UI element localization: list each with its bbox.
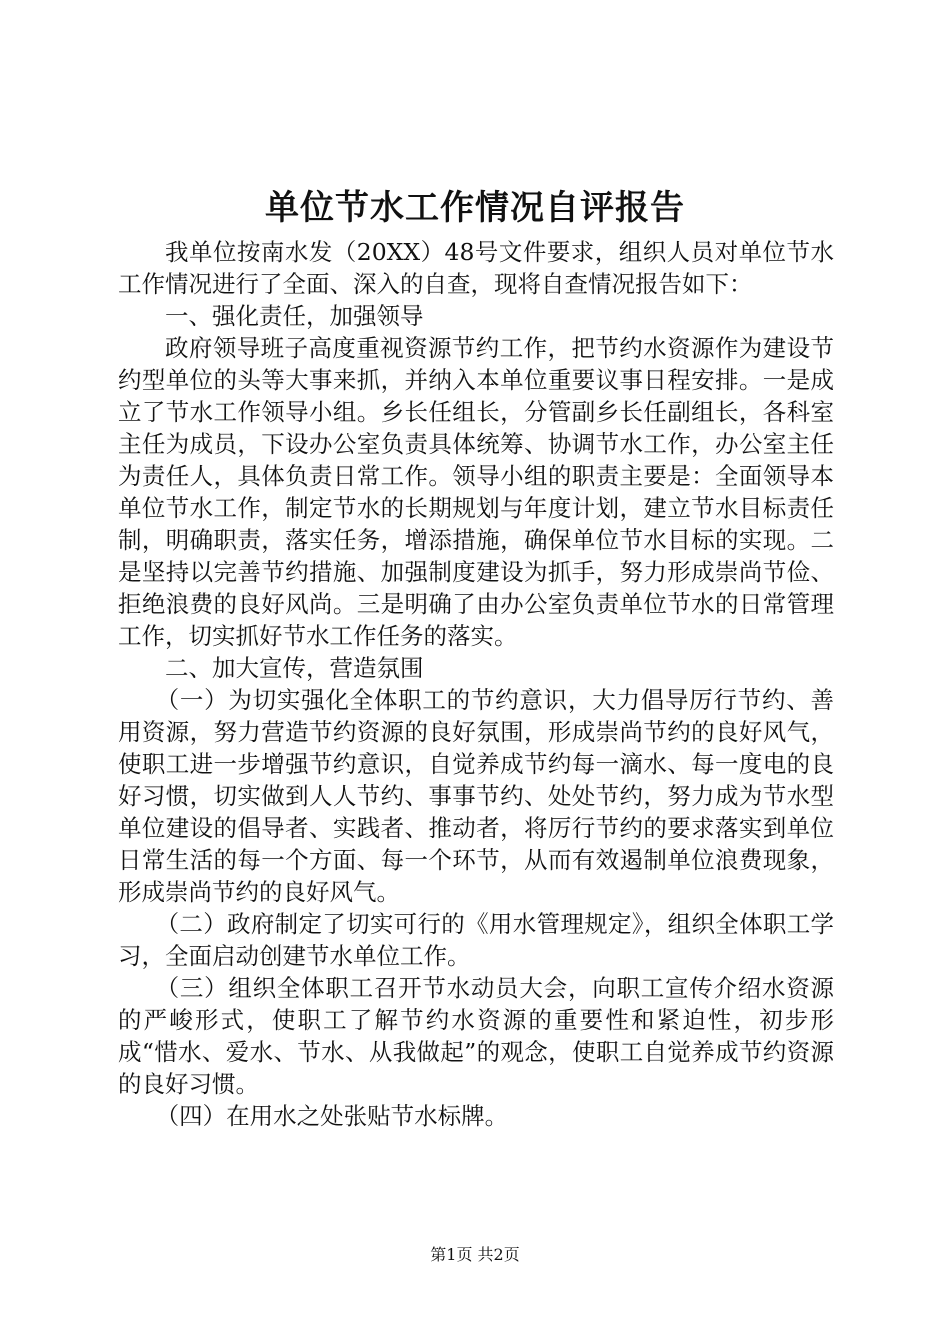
document-title: 单位节水工作情况自评报告 [265, 188, 685, 228]
section-heading-1: 一、强化责任，加强领导 [165, 302, 424, 330]
item-1-paragraph: （一）为切实强化全体职工的节约意识，大力倡导厉行节约、善用资源，努力营造节约资源的良好氛围，形成崇尚节约的良好风气，使职工进一步增强节约意识，自觉养成节约每一滴水、每一度电的良好习惯，切实做到人人节约、事事节约、处处节约，努力成为节水型单位建设的倡导者、实践者、推动者，将厉行节约的要求落实到单位日常生活的每一个方面、每一个环节，从而有效遏制单位浪费现象，形成崇尚节约的良好风气。 [118, 686, 834, 906]
item-2-paragraph: （二）政府制定了切实可行的《用水管理规定》，组织全体职工学习，全面启动创建节水单位工作。 [118, 910, 834, 970]
section-heading-2: 二、加大宣传，营造氛围 [165, 654, 424, 682]
document-body [118, 236, 834, 1132]
item-3-paragraph: （三）组织全体职工召开节水动员大会，向职工宣传介绍水资源的严峻形式，使职工了解节约水资源的重要性和紧迫性，初步形成“惜水、爱水、节水、从我做起”的观念，使职工自觉养成节约资源的良好习惯。 [118, 974, 834, 1098]
item-4-paragraph: （四）在用水之处张贴节水标牌。 [155, 1102, 509, 1130]
intro-paragraph: 我单位按南水发（20XX）48号文件要求，组织人员对单位节水工作情况进行了全面、深入的自查，现将自查情况报告如下： [118, 238, 834, 298]
page-footer: 第1页 共2页 [430, 1245, 520, 1264]
section-1-paragraph: 政府领导班子高度重视资源节约工作，把节约水资源作为建设节约型单位的头等大事来抓，并纳入本单位重要议事日程安排。一是成立了节水工作领导小组。乡长任组长，分管副乡长任副组长，各科室主任为成员，下设办公室负责具体统筹、协调节水工作，办公室主任为责任人，具体负责日常工作。领导小组的职责主要是：全面领导本单位节水工作，制定节水的长期规划与年度计划，建立节水目标责任制，明确职责，落实任务，增添措施，确保单位节水目标的实现。二是坚持以完善节约措施、加强制度建设为抓手，努力形成崇尚节俭、拒绝浪费的良好风尚。三是明确了由办公室负责单位节水的日常管理工作，切实抓好节水工作任务的落实。 [118, 334, 834, 650]
